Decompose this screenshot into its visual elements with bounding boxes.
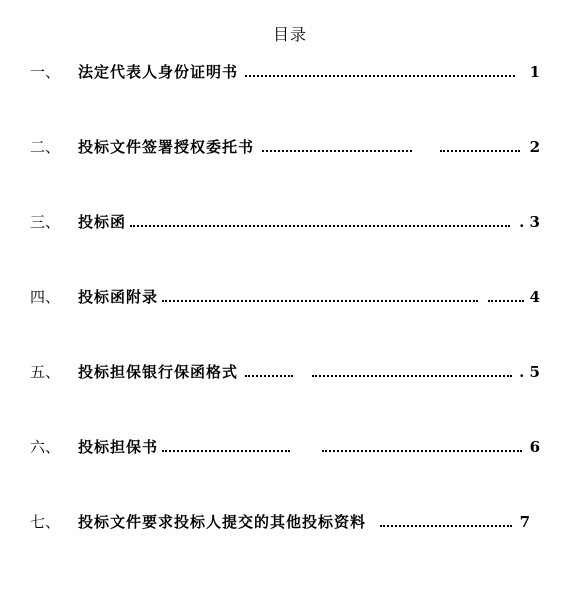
dot-leader (488, 300, 524, 302)
toc-entry (30, 60, 540, 84)
entry-number: 一、 (30, 63, 61, 81)
entry-page: 7 (519, 513, 530, 531)
entry-title: 投标担保书 (78, 438, 159, 456)
dot-leader (380, 525, 512, 527)
toc-entry (30, 210, 540, 234)
dot-leader (162, 300, 478, 302)
entry-number: 五、 (30, 363, 61, 381)
entry-page: 2 (529, 138, 540, 156)
toc-title: 目录 (272, 25, 307, 44)
entry-number: 四、 (30, 288, 61, 306)
toc-entry (30, 285, 540, 309)
entry-page: 4 (529, 288, 540, 306)
dot-leader (322, 450, 522, 452)
toc-entry (30, 135, 540, 159)
entry-page: . 3 (519, 213, 540, 231)
dot-leader (312, 375, 512, 377)
dot-leader (130, 225, 510, 227)
toc-entry (30, 510, 530, 534)
entry-title: 投标文件签署授权委托书 (78, 138, 255, 156)
dot-leader (262, 150, 412, 152)
entry-title: 投标函 (78, 213, 127, 231)
entry-page: . 5 (519, 363, 540, 381)
entry-number: 二、 (30, 138, 61, 156)
toc-entry (30, 360, 540, 384)
toc-entry (30, 435, 540, 459)
dot-leader (440, 150, 520, 152)
entry-number: 三、 (30, 213, 61, 231)
entry-page: 1 (529, 63, 540, 81)
entry-number: 七、 (30, 513, 61, 531)
entry-title: 投标担保银行保函格式 (78, 363, 239, 381)
entry-number: 六、 (30, 438, 61, 456)
dot-leader (245, 375, 293, 377)
dot-leader (162, 450, 290, 452)
entry-title: 法定代表人身份证明书 (78, 63, 239, 81)
dot-leader (245, 75, 515, 77)
entry-page: 6 (529, 438, 540, 456)
entry-title: 投标文件要求投标人提交的其他投标资料 (78, 513, 367, 531)
entry-title: 投标函附录 (78, 288, 159, 306)
